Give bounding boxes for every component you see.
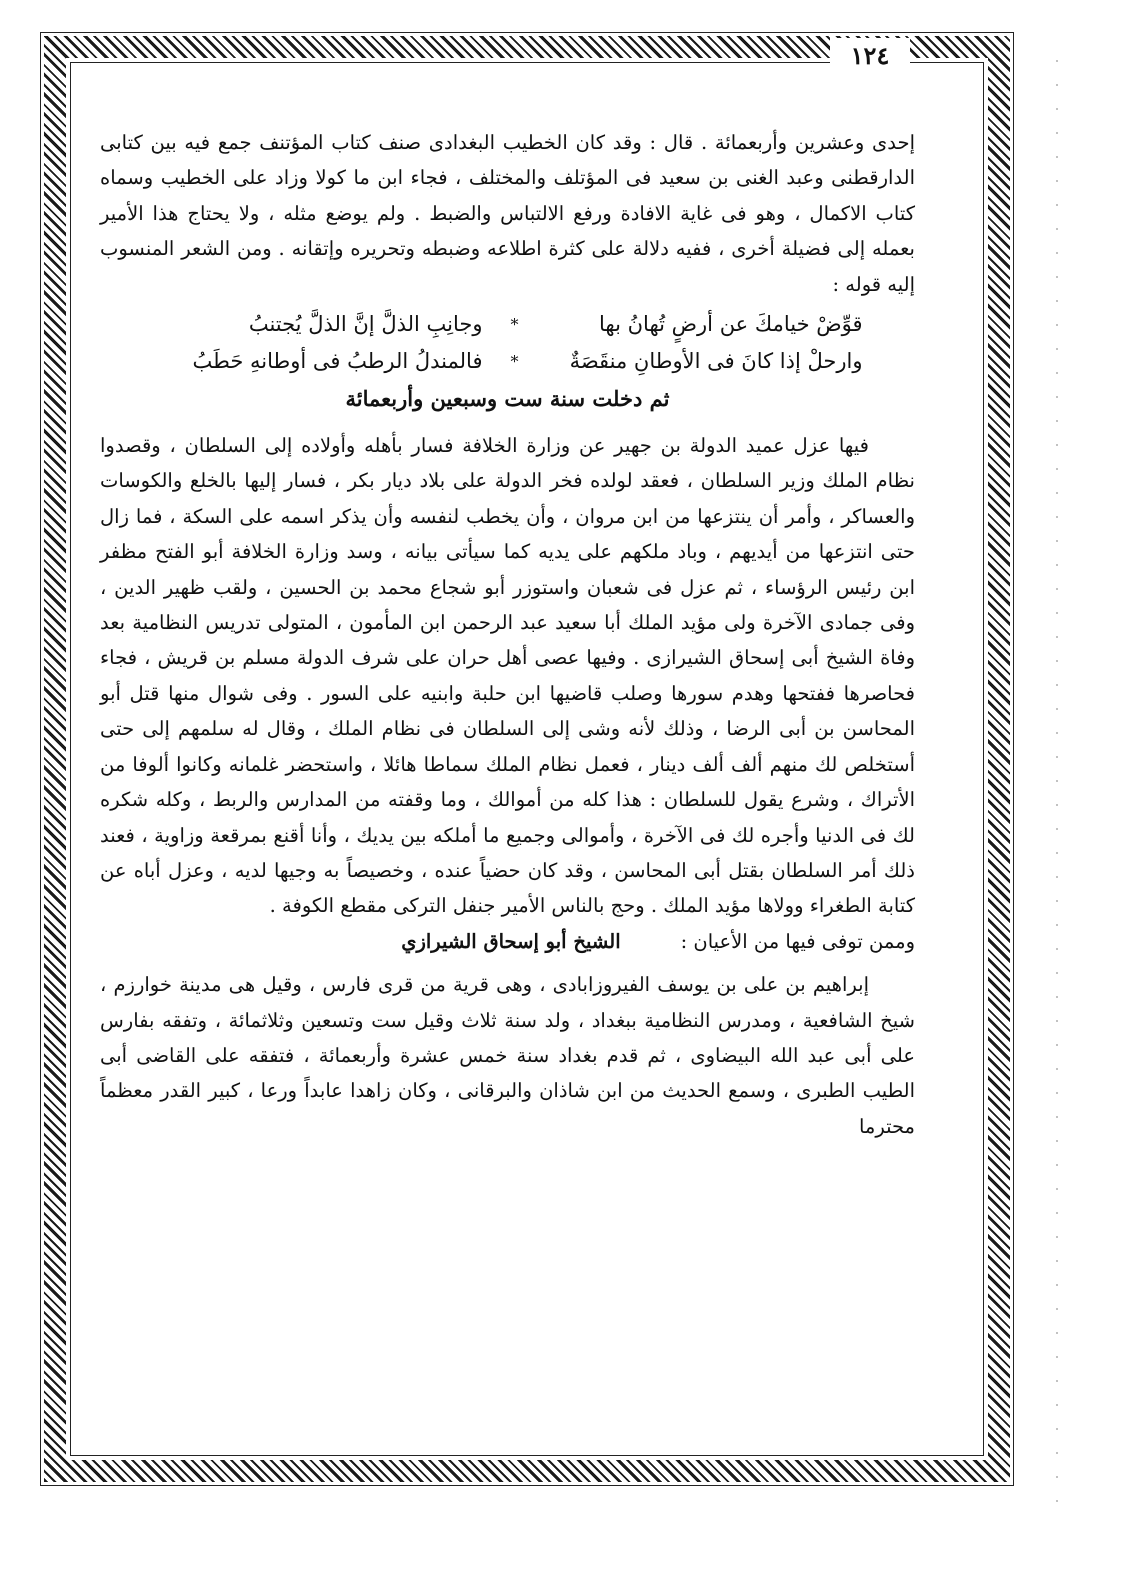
biography-heading: الشيخ أبو إسحاق الشيرازي — [401, 929, 621, 953]
deaths-intro-text: وممن توفى فيها من الأعيان : — [680, 929, 915, 953]
section-heading: ثم دخلت سنة ست وسبعين وأربعمائة — [345, 386, 670, 412]
page-text-block — [100, 125, 915, 1144]
poem — [100, 306, 915, 380]
events-paragraph: فيها عزل عميد الدولة بن جهير عن وزارة الخلافة فسار بأهله وأولاده إلى السلطان ، وقصدوا نظام الملك وزير السلطان ، فعقد لولده فخر الدولة على بلاد ديار بكر ، فسار إليها بالخلع والكوسات والعساكر ، وأمر أن ينتزعها من ابن مروان ، وأن يخطب لنفسه وأن يذكر اسمه على السكة ، فما زال حتى انتزعها من أيديهم ، وباد ملكهم على يديه كما سيأتى بيانه ، وسد وزارة الخلافة أبو الفتح مظفر ابن رئيس الرؤساء ، ثم عزل فى شعبان واستوزر أبو شجاع محمد بن الحسين ، ولقب ظهير الدين ، وفى جمادى الآخرة ولى مؤيد الملك أبا سعيد عبد الرحمن ابن المأمون ، المتولى تدريس النظامية بعد وفاة الشيخ أبى إسحاق الشيرازى . وفيها عصى أهل حران على شرف الدولة مسلم بن قريش ، فجاء فحاصرها ففتحها وهدم سورها وصلب قاضيها ابن حلبة وابنيه على السور . وفى شوال منها قتل أبو المحاسن بن أبى الرضا ، وذلك لأنه وشى إلى السلطان فى نظام الملك ، وقال له سلمهم إلى حتى أستخلص لك منهم ألف ألف دينار ، فعمل نظام الملك سماطا هائلا ، واستحضر غلمانه وكانوا ألوفا من الأتراك ، وشرع يقول للسلطان : هذا كله من أموالك ، وما وقفته من المدارس والربط ، وكله شكره لك فى الدنيا وأجره لك فى الآخرة ، وأموالى وجميع ما أملكه بين يديك ، وأنا أقنع بمرقعة وزاوية ، فعند ذلك أمر السلطان بقتل أبى المحاسن ، وقد كان حضياً عنده ، وخصيصاً به وجيها لديه ، وعزل أباه عن كتابة الطغراء وولاها مؤيد الملك . وحج بالناس الأمير جنفل التركى مقطع الكوفة . — [100, 434, 915, 918]
deaths-entry-line — [100, 924, 915, 959]
poem-hemistich-second: وجانِبِ الذلَّ إنَّ الذلَّ يُجتنبُ — [248, 312, 483, 337]
poem-hemistich-first: قوِّضْ خيامكَ عن أرضٍ تُهانُ بها — [599, 312, 863, 337]
verse-separator-star: * — [510, 315, 519, 335]
page-number: ١٢٤ — [830, 38, 910, 74]
poem-line-1 — [100, 306, 915, 343]
poem-hemistich-first: وارحلْ إذا كانَ فى الأوطانِ منقَصَةٌ — [569, 349, 863, 374]
verse-separator-star: * — [510, 352, 519, 372]
poem-line-2 — [100, 343, 915, 380]
intro-paragraph: إحدى وعشرين وأربعمائة . قال : وقد كان الخطيب البغدادى صنف كتاب المؤتنف جمع فيه بين كتابى الدارقطنى وعبد الغنى بن سعيد فى المؤتلف والمختلف ، فجاء ابن ما كولا وزاد على الخطيب وسماه كتاب الاكمال ، وهو فى غاية الافادة ورفع الالتباس والضبط . ولم يوضع مثله ، ولا يحتاج هذا الأمير بعمله إلى فضيلة أخرى ، ففيه دلالة على كثرة اطلاعه وضبطه وتحريره وإتقانه . ومن الشعر المنسوب إليه قوله : — [100, 131, 915, 296]
biography-paragraph: إبراهيم بن على بن يوسف الفيروزابادى ، وهى قرية من قرى فارس ، وقيل هى مدينة خوارزم ، شيخ الشافعية ، ومدرس النظامية ببغداد ، ولد سنة ثلاث وقيل ست وتسعين وثلاثمائة ، وتفقه بفارس على أبى عبد الله البيضاوى ، ثم قدم بغداد سنة خمس عشرة وأربعمائة ، فتفقه على القاضى أبى الطيب الطبرى ، وسمع الحديث من ابن شاذان والبرقانى ، وكان زاهدا عابداً ورعا ، كبير القدر معظماً محترما — [100, 973, 915, 1138]
scan-margin-dots — [1056, 60, 1058, 1520]
poem-hemistich-second: فالمندلُ الرطبُ فى أوطانهِ حَطَبُ — [192, 349, 483, 374]
